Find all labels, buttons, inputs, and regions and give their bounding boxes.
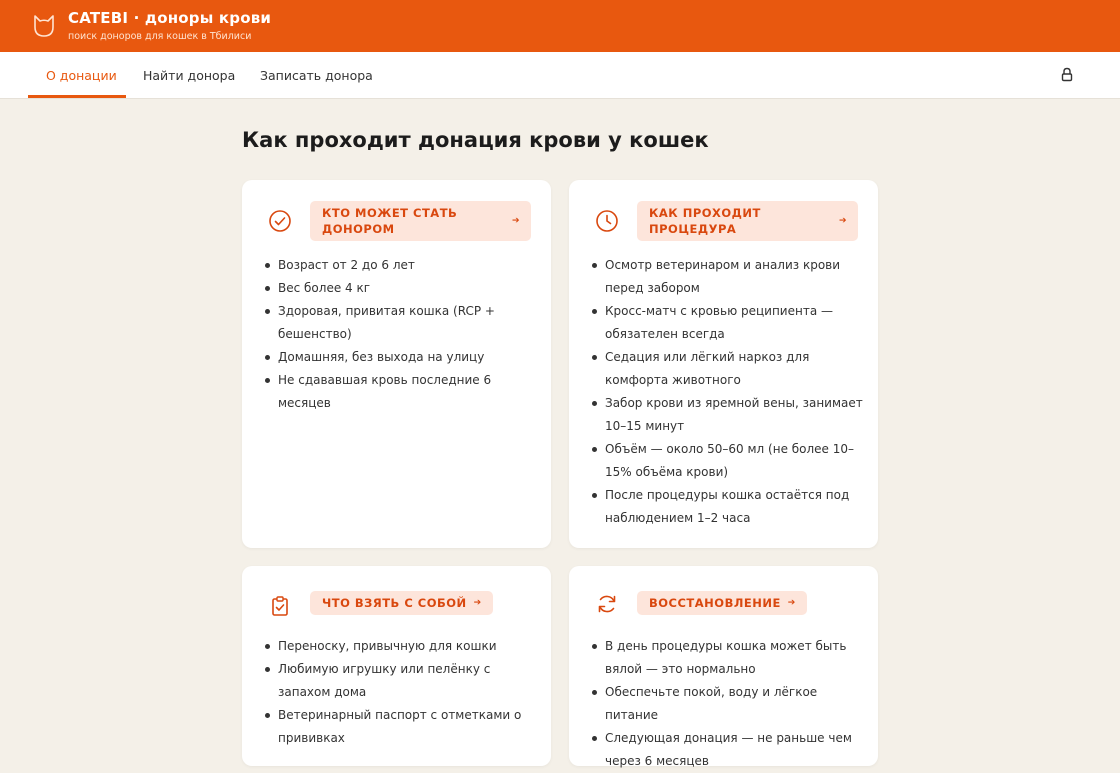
list-item: Здоровая, привитая кошка (RCP + бешенство) <box>278 300 546 346</box>
clipboard-check-icon <box>268 594 292 618</box>
list-item: Не сдававшая кровь последние 6 месяцев <box>278 369 546 415</box>
list-item: Следующая донация — не раньше чем через 6 месяцев <box>605 727 873 773</box>
card-heading: ВОССТАНОВЛЕНИЕ <box>649 596 781 610</box>
arrow-right-icon: ➔ <box>787 598 796 608</box>
list-item: Переноску, привычную для кошки <box>278 635 546 658</box>
card-who-can-donate <box>242 180 551 548</box>
arrow-right-icon: ➔ <box>511 216 520 226</box>
list-item: Вес более 4 кг <box>278 277 546 300</box>
card-heading: ЧТО ВЗЯТЬ С СОБОЙ <box>322 596 467 610</box>
refresh-icon <box>595 592 619 616</box>
list-item: Обеспечьте покой, воду и лёгкое питание <box>605 681 873 727</box>
list-item: Объём — около 50–60 мл (не более 10–15% объёма крови) <box>605 438 873 484</box>
cat-icon <box>30 12 58 40</box>
card-what-to-bring <box>242 566 551 766</box>
clock-icon <box>595 209 619 233</box>
lock-icon[interactable] <box>1060 67 1074 82</box>
list-item: Ветеринарный паспорт с отметками о прививках <box>278 704 546 750</box>
list-item: После процедуры кошка остаётся под наблюдением 1–2 часа <box>605 484 873 530</box>
card-heading-button[interactable] <box>637 591 807 615</box>
card-heading: КТО МОЖЕТ СТАТЬ ДОНОРОМ <box>322 206 458 236</box>
tab-about-donation[interactable]: О донации <box>46 68 117 83</box>
card-procedure <box>569 180 878 548</box>
card-heading: КАК ПРОХОДИТ ПРОЦЕДУРА <box>649 206 761 236</box>
app-title: CATEBI · доноры крови <box>68 9 272 27</box>
card-heading-button[interactable] <box>637 201 858 241</box>
card-list <box>605 254 873 530</box>
active-tab-indicator <box>28 95 126 98</box>
app-header <box>0 0 1120 52</box>
card-heading-button[interactable] <box>310 201 531 241</box>
tab-find-donor[interactable]: Найти донора <box>143 68 236 83</box>
brand <box>68 9 271 43</box>
card-heading-button[interactable] <box>310 591 493 615</box>
card-recovery <box>569 566 878 766</box>
list-item: Седация или лёгкий наркоз для комфорта животного <box>605 346 873 392</box>
card-list <box>605 635 873 773</box>
list-item: В день процедуры кошка может быть вялой — это нормально <box>605 635 873 681</box>
arrow-right-icon: ➔ <box>473 598 482 608</box>
nav-bar <box>0 52 1120 99</box>
arrow-right-icon: ➔ <box>838 216 847 226</box>
check-circle-icon <box>268 209 292 233</box>
list-item: Возраст от 2 до 6 лет <box>278 254 546 277</box>
list-item: Забор крови из яремной вены, занимает 10–15 минут <box>605 392 873 438</box>
card-list <box>278 635 546 750</box>
list-item: Осмотр ветеринаром и анализ крови перед забором <box>605 254 873 300</box>
list-item: Любимую игрушку или пелёнку с запахом дома <box>278 658 546 704</box>
app-subtitle: поиск доноров для кошек в Тбилиси <box>68 31 252 42</box>
list-item: Домашняя, без выхода на улицу <box>278 346 546 369</box>
tab-register-donor[interactable]: Записать донора <box>260 68 373 83</box>
list-item: Кросс-матч с кровью реципиента — обязателен всегда <box>605 300 873 346</box>
page-title: Как проходит донация крови у кошек <box>242 128 709 152</box>
card-list <box>278 254 546 415</box>
